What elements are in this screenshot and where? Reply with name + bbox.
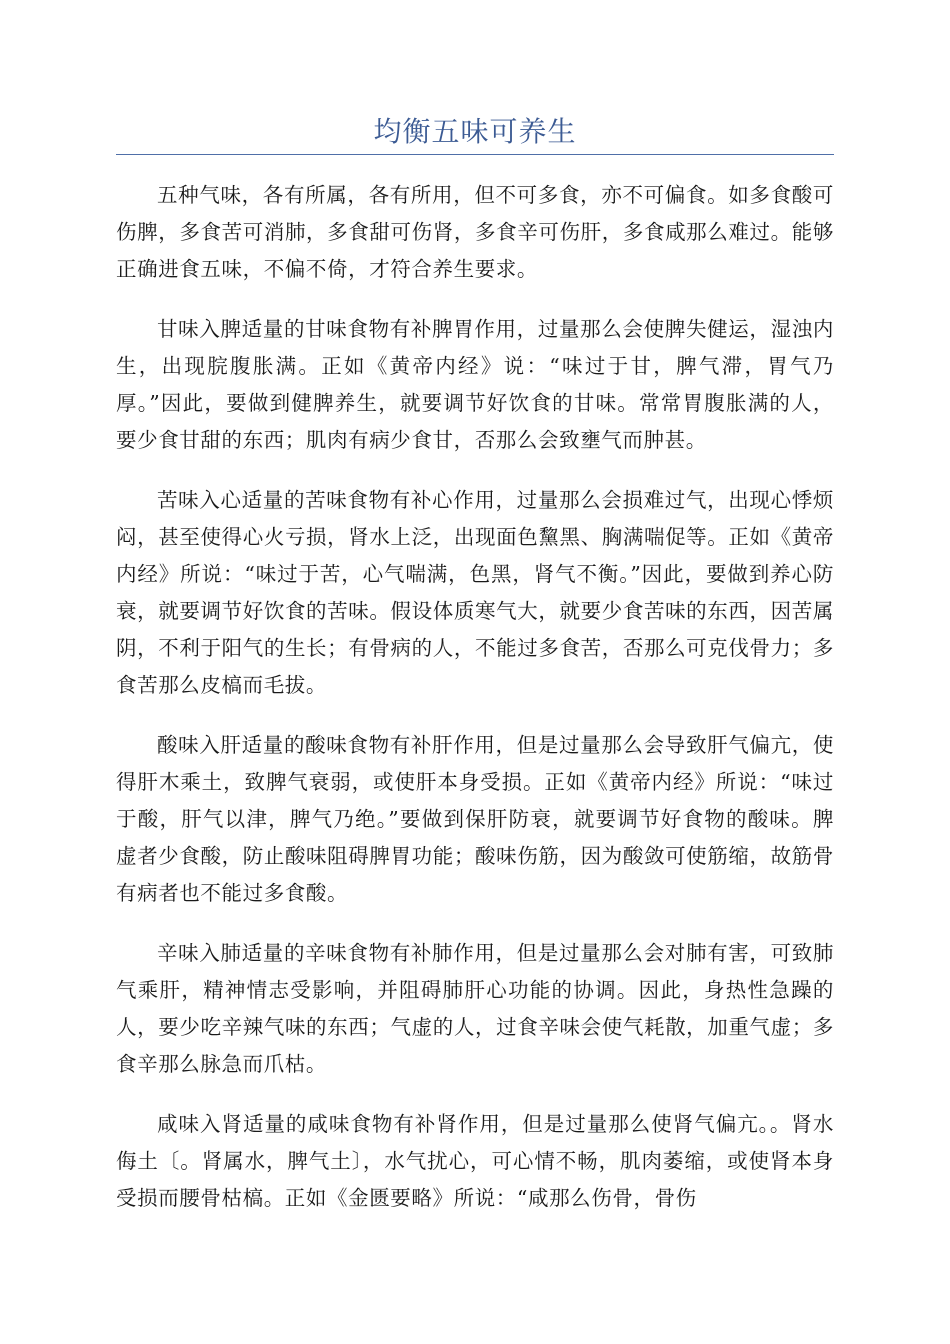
paragraph-sweet: 甘味入脾适量的甘味食物有补脾胃作用，过量那么会使脾失健运，湿浊内生，出现脘腹胀满。正如《黄帝内经》说：“味过于甘，脾气滞，胃气乃厚。”因此，要做到健脾养生，就要调节好饮食的甘味。常常胃腹胀满的人，要少食甘甜的东西；肌肉有病少食甘，否那么会致壅气而肿甚。	[116, 317, 834, 452]
title-underline	[116, 154, 834, 155]
paragraph-pungent: 辛味入肺适量的辛味食物有补肺作用，但是过量那么会对肺有害，可致肺气乘肝，精神情志受影响，并阻碍肺肝心功能的协调。因此，身热性急躁的人，要少吃辛辣气味的东西；气虚的人，过食辛味会使气耗散，加重气虚；多食辛那么脉急而爪枯。	[116, 941, 834, 1076]
paragraph-intro: 五种气味，各有所属，各有所用，但不可多食，亦不可偏食。如多食酸可伤脾，多食苦可消肺，多食甜可伤肾，多食辛可伤肝，多食咸那么难过。能够正确进食五味，不偏不倚，才符合养生要求。	[116, 183, 834, 281]
page-title: 均衡五味可养生	[373, 115, 577, 148]
paragraph-bitter: 苦味入心适量的苦味食物有补心作用，过量那么会损难过气，出现心悸烦闷，甚至使得心火亏损，肾水上泛，出现面色黧黑、胸满喘促等。正如《黄帝内经》所说：“味过于苦，心气喘满，色黑，肾气不衡。”因此，要做到养心防衰，就要调节好饮食的苦味。假设体质寒气大，就要少食苦味的东西，因苦属阴，不利于阳气的生长；有骨病的人，不能过多食苦，否那么可克伐骨力；多食苦那么皮槁而毛拔。	[116, 488, 834, 697]
paragraph-salty: 咸味入肾适量的咸味食物有补肾作用，但是过量那么使肾气偏亢。。肾水侮土〔。肾属水，脾气土〕，水气扰心，可心情不畅，肌肉萎缩，或使肾本身受损而腰骨枯槁。正如《金匮要略》所说：“咸那么伤骨，骨伤	[116, 1112, 834, 1210]
document-body	[116, 177, 834, 1240]
paragraph-sour: 酸味入肝适量的酸味食物有补肝作用，但是过量那么会导致肝气偏亢，使得肝木乘土，致脾气衰弱，或使肝本身受损。正如《黄帝内经》所说：“味过于酸，肝气以津，脾气乃绝。”要做到保肝防衰，就要调节好食物的酸味。脾虚者少食酸，防止酸味阻碍脾胃功能；酸味伤筋，因为酸敛可使筋缩，故筋骨有病者也不能过多食酸。	[116, 733, 834, 905]
